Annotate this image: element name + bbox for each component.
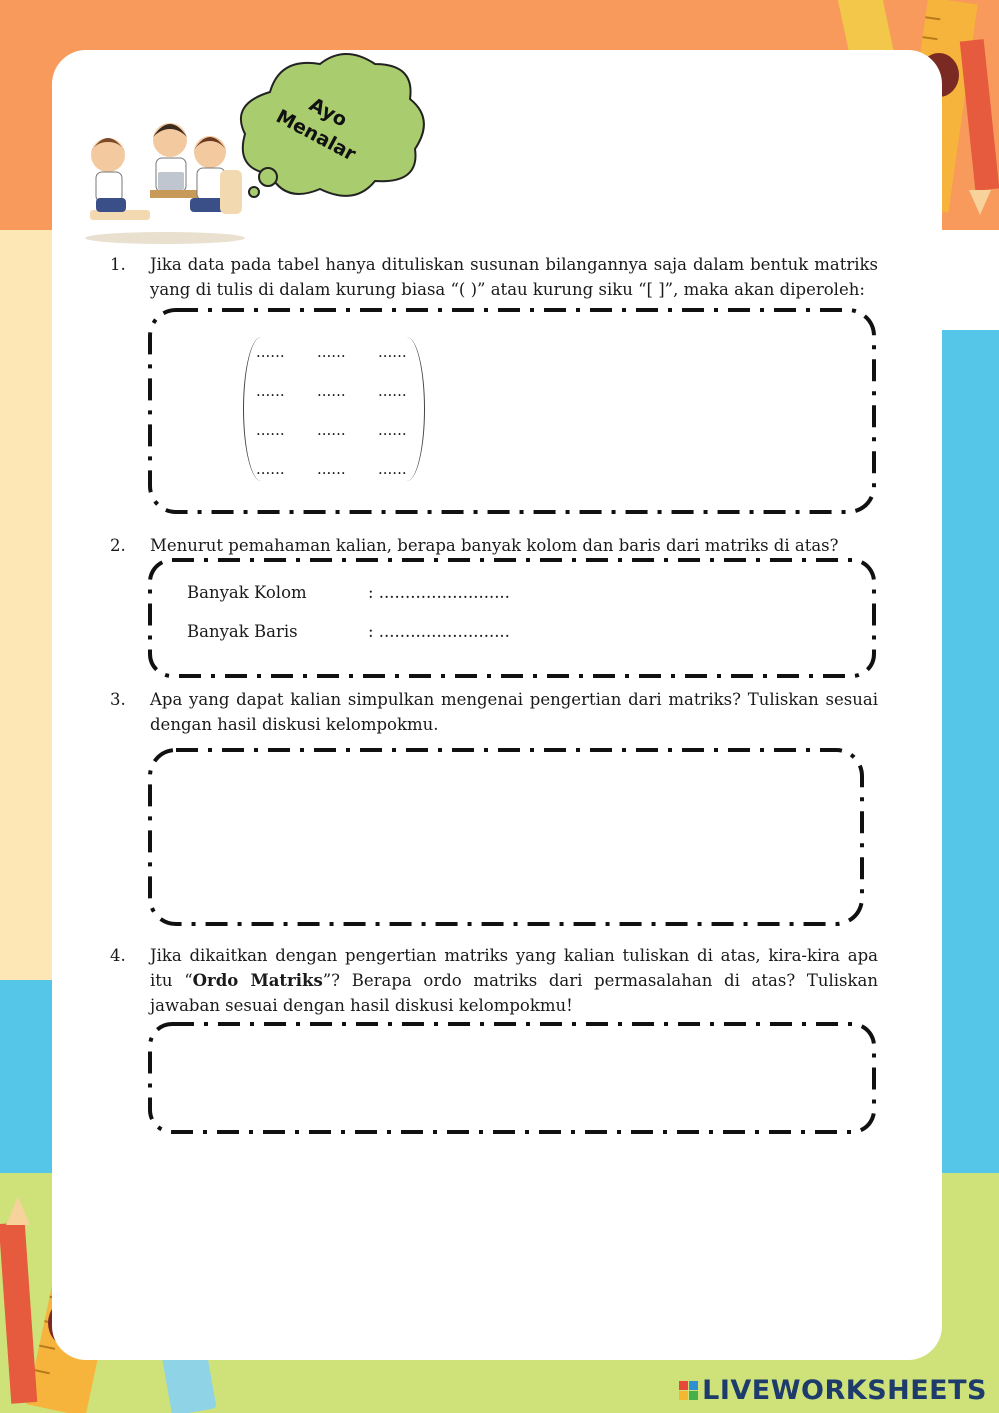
row-count-label: Banyak Baris	[187, 622, 298, 641]
matrix-cell[interactable]: ......	[378, 421, 407, 439]
matrix-cell[interactable]: ......	[317, 343, 346, 361]
ordo-matriks-term: Ordo Matriks	[192, 971, 323, 990]
liveworksheets-logo-icon	[679, 1381, 698, 1400]
matrix-cell[interactable]: ......	[378, 382, 407, 400]
question-text: Menurut pemahaman kalian, berapa banyak kolom dan baris dari matriks di atas?	[150, 536, 839, 555]
question-1	[110, 252, 878, 302]
dashed-border	[148, 558, 876, 678]
column-count-input[interactable]: : .........................	[368, 583, 510, 602]
thought-bubble-text: Ayo Menalar	[272, 93, 360, 166]
row-count-input[interactable]: : .........................	[368, 622, 510, 641]
matrix-row	[256, 343, 439, 361]
matrix-cell[interactable]: ......	[256, 343, 285, 361]
answer-box-3[interactable]	[148, 748, 864, 926]
question-text: Apa yang dapat kalian simpulkan mengenai pengertian dari matriks? Tuliskan sesuai dengan hasil diskusi kelompokmu.	[150, 690, 878, 734]
matrix-cell[interactable]: ......	[378, 343, 407, 361]
students-illustration	[80, 110, 250, 245]
question-text: Jika data pada tabel hanya dituliskan susunan bilangannya saja dalam bentuk matriks yang di tulis di dalam kurung biasa “( )” atau kurung siku “[ ]”, maka akan diperoleh:	[150, 255, 878, 299]
matrix-cell[interactable]: ......	[317, 421, 346, 439]
matrix-cell[interactable]: ......	[256, 421, 285, 439]
question-number: 1.	[110, 255, 126, 274]
question-2	[110, 533, 878, 558]
matrix-cell[interactable]: ......	[317, 460, 346, 478]
liveworksheets-brand	[679, 1375, 987, 1405]
matrix-cell[interactable]: ......	[317, 382, 346, 400]
dashed-border	[148, 748, 864, 926]
matrix-row	[256, 382, 439, 400]
question-4	[110, 943, 878, 1018]
question-number: 3.	[110, 690, 126, 709]
brand-name: LIVEWORKSHEETS	[702, 1374, 987, 1406]
matrix-row	[256, 460, 439, 478]
question-number: 4.	[110, 946, 126, 965]
column-count-label: Banyak Kolom	[187, 583, 307, 602]
matrix-row	[256, 421, 439, 439]
matrix-cell[interactable]: ......	[378, 460, 407, 478]
dashed-border	[148, 1022, 876, 1134]
answer-box-4[interactable]	[148, 1022, 876, 1134]
matrix-cell[interactable]: ......	[256, 382, 285, 400]
question-number: 2.	[110, 536, 126, 555]
matrix-cell[interactable]: ......	[256, 460, 285, 478]
matrix-parentheses	[243, 337, 425, 481]
question-text	[150, 943, 878, 1018]
question-text-start: Jika dikaitkan dengan pengertian matriks yang kalian tuliskan di atas, kira-kira apa itu “	[150, 946, 878, 990]
answer-box-2	[148, 558, 876, 678]
question-3	[110, 687, 878, 737]
question-text-end: ”? Berapa ordo matriks dari permasalahan di atas? Tuliskan jawaban sesuai dengan hasil diskusi kelompokmu!	[150, 971, 878, 1015]
